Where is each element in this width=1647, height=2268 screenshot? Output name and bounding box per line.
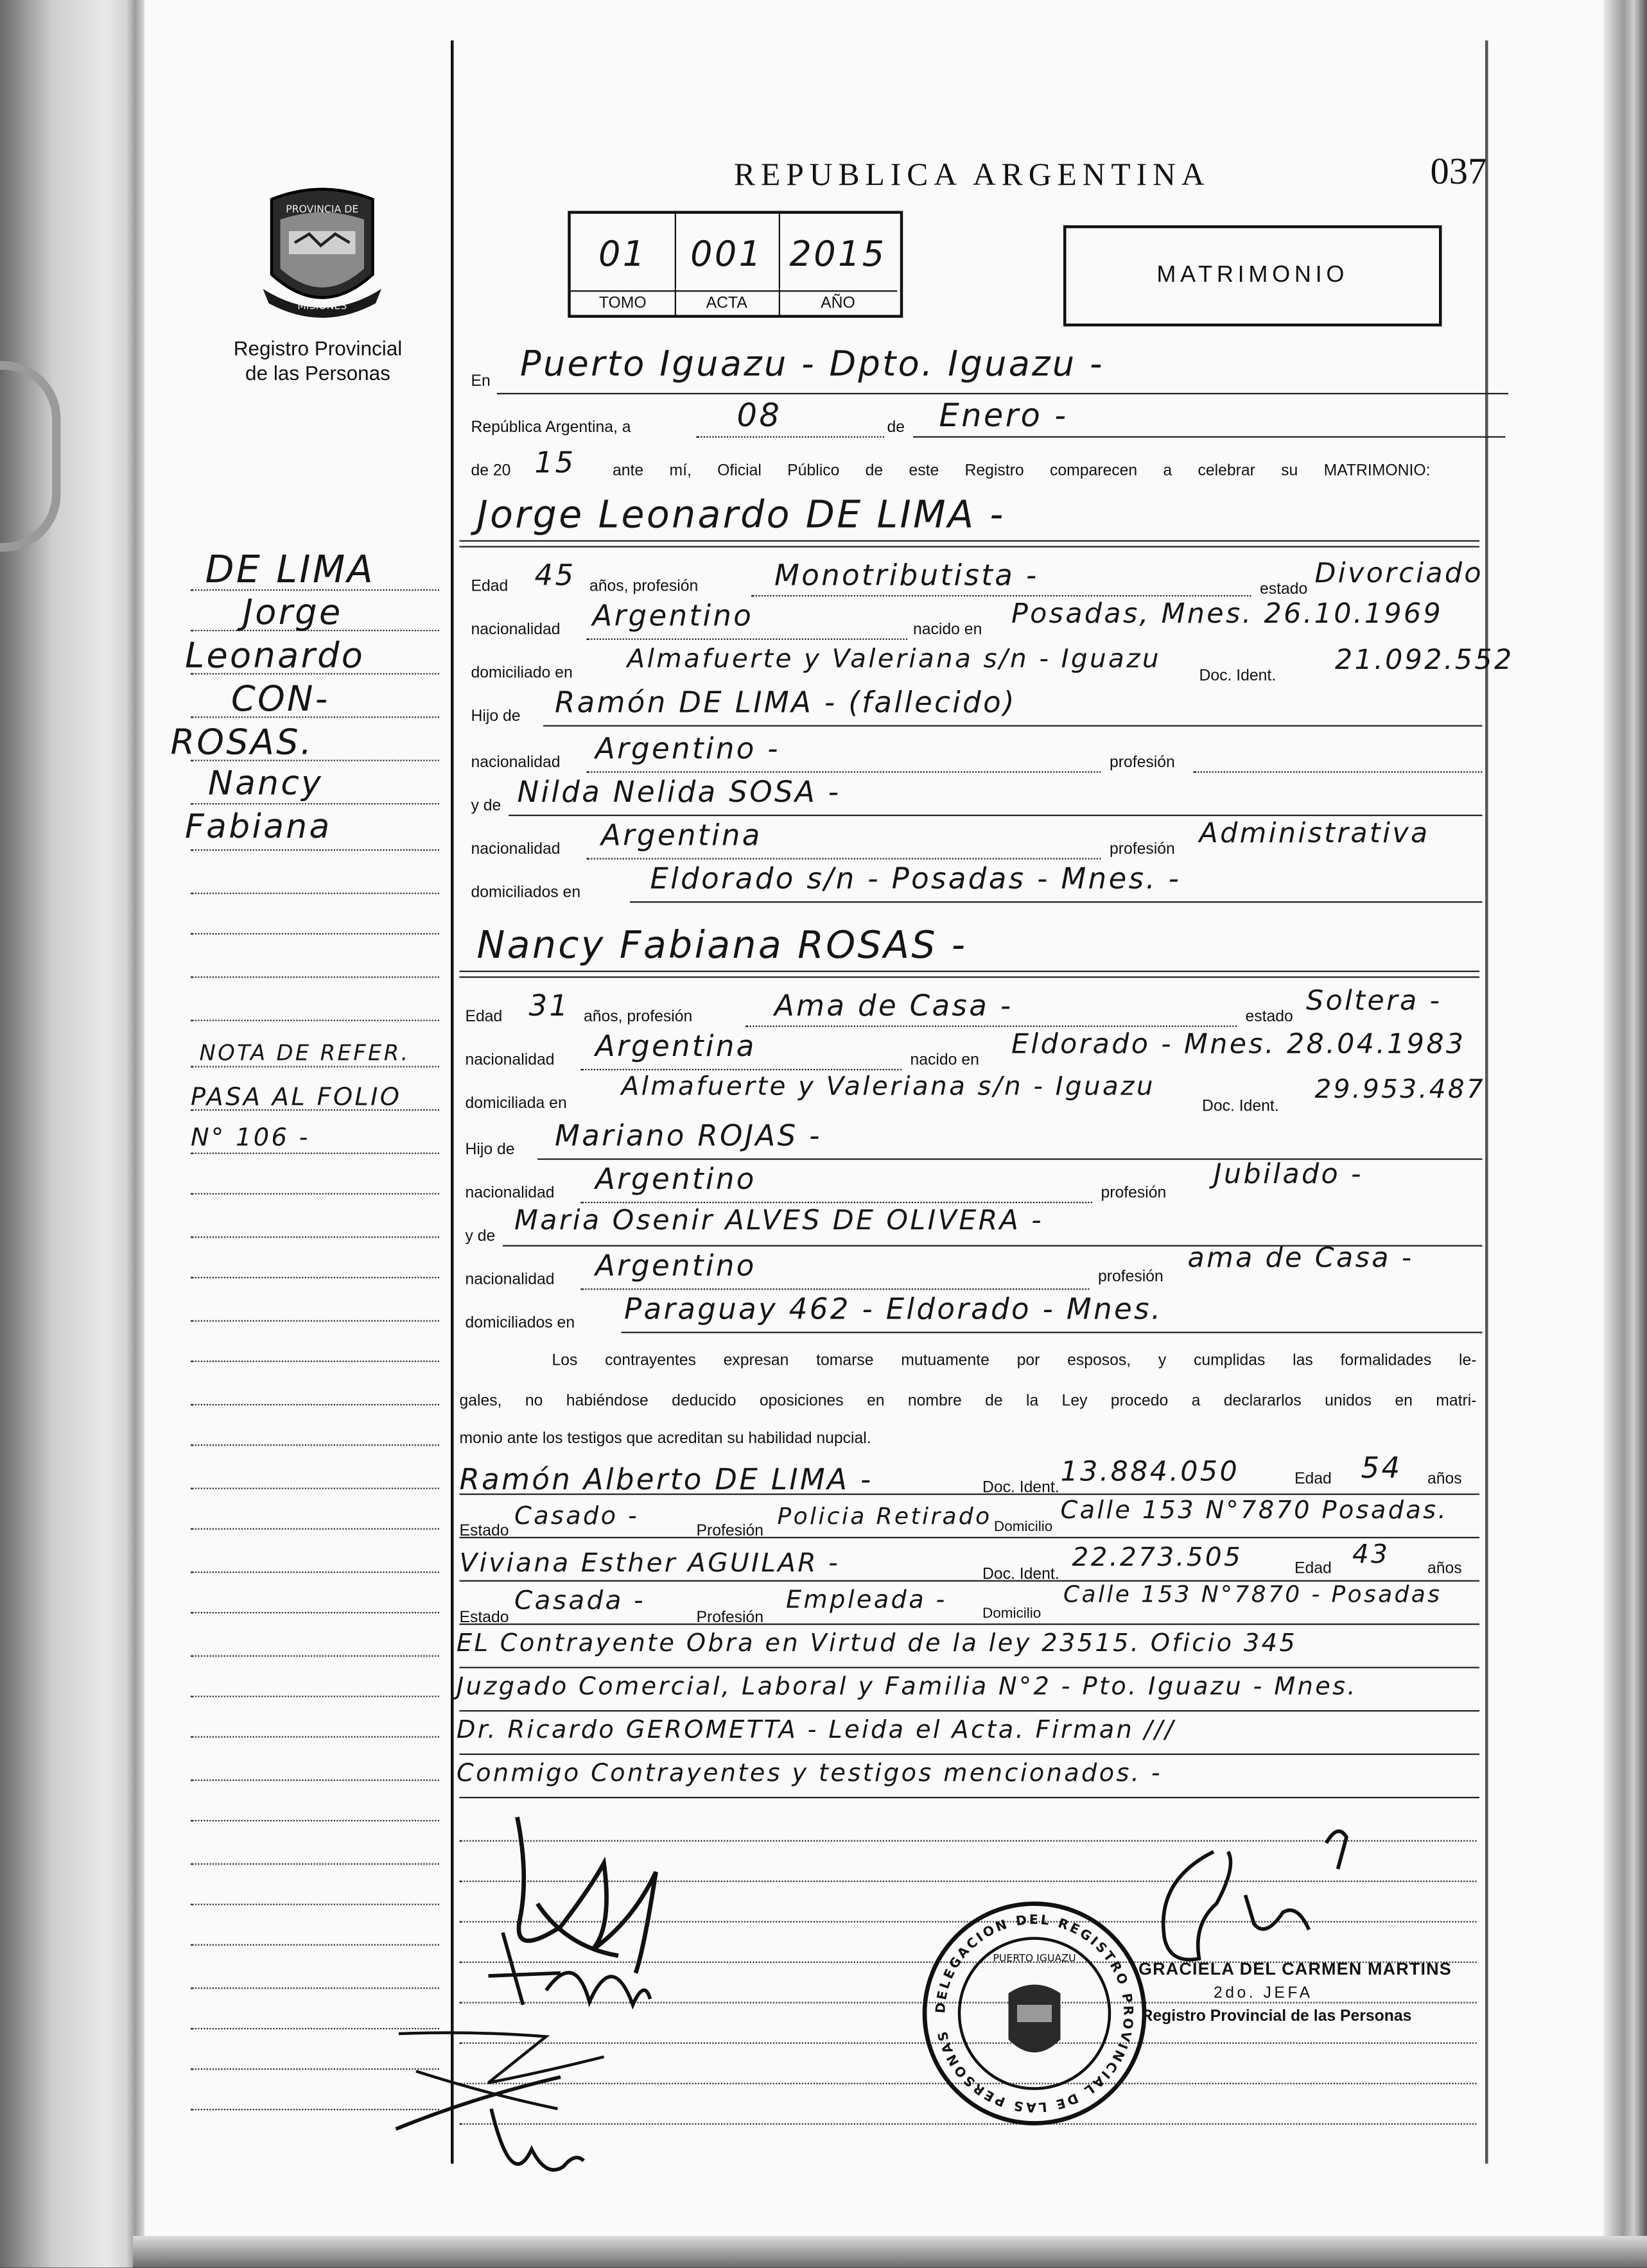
- note-line-3: Dr. Ricardo GEROMETTA - Leida el Acta. Firman ///: [457, 1716, 1176, 1745]
- c1-doc: 21.092.552: [1335, 645, 1514, 677]
- domicilio-label: domiciliada en: [466, 1095, 567, 1112]
- madre-nac-label: nacionalidad: [466, 1271, 555, 1288]
- t1-name: Ramón Alberto DE LIMA -: [460, 1462, 873, 1496]
- t1-estado: Casado -: [514, 1502, 639, 1531]
- anos-label: años: [1427, 1560, 1462, 1577]
- prof-label: Profesión: [697, 1609, 764, 1627]
- coat-of-arms-icon: [257, 188, 388, 321]
- republica-label: República Argentina, a: [471, 419, 631, 437]
- c2-padre: Mariano ROJAS -: [555, 1118, 822, 1153]
- dom-label: Domicilio: [982, 1606, 1041, 1622]
- c1-madre: Nilda Nelida SOSA -: [518, 774, 841, 809]
- rule: [191, 1571, 439, 1573]
- rule: [191, 1236, 439, 1238]
- rule: [191, 1153, 439, 1154]
- year-prefix: de 20: [471, 462, 511, 480]
- c1-madre-prof: Administrativa: [1199, 818, 1430, 850]
- note-line-4: Conmigo Contrayentes y testigos mencionados. -: [457, 1760, 1162, 1788]
- doc-label: Doc. Ident.: [982, 1479, 1059, 1496]
- hijo-label: Hijo de: [471, 708, 521, 725]
- svg-text:DELEGACION DEL REGISTRO PROVIN: DELEGACION DEL REGISTRO PROVINCIAL DE LAS PERSONAS: [932, 1912, 1136, 2115]
- estado-label: estado: [1260, 581, 1307, 598]
- rule: [191, 1404, 439, 1405]
- month-value: Enero -: [939, 399, 1068, 435]
- registry-line-2: de las Personas: [202, 361, 433, 386]
- nacido-label: nacido en: [911, 1052, 979, 1069]
- page-edge: [1604, 0, 1647, 2268]
- t1-edad: 54: [1361, 1450, 1402, 1485]
- rule: [191, 803, 439, 804]
- folio-number: 037: [1431, 150, 1487, 194]
- witness-signatures: [387, 1788, 705, 2222]
- official-name: GRACIELA DEL CARMEN MARTINS: [1138, 1959, 1452, 1979]
- rule: [191, 1488, 439, 1489]
- rule: [191, 1779, 439, 1781]
- yde-label: y de: [466, 1228, 496, 1245]
- rule: [543, 725, 1483, 727]
- doc-label: Doc. Ident.: [982, 1566, 1059, 1583]
- anio-value: 2015: [779, 234, 898, 275]
- t2-profesion: Empleada -: [786, 1586, 947, 1615]
- acta-value: 001: [675, 234, 779, 275]
- c2-madre-nac: Argentino: [595, 1248, 756, 1283]
- day-value: 08: [737, 399, 782, 435]
- nacido-label: nacido en: [913, 621, 982, 639]
- c1-nacido: Posadas, Mnes. 26.10.1969: [1011, 598, 1443, 630]
- rule: [913, 437, 1506, 438]
- anos-label: años, profesión: [584, 1008, 692, 1026]
- svg-text:PROVINCIA DE: PROVINCIA DE: [286, 203, 358, 215]
- c2-domiciliados: Paraguay 462 - Eldorado - Mnes.: [624, 1292, 1163, 1326]
- t2-domicilio: Calle 153 N°7870 - Posadas: [1063, 1580, 1442, 1608]
- contrayente1-name: Jorge Leonardo DE LIMA -: [477, 494, 1006, 538]
- c2-madre-prof: ama de Casa -: [1188, 1242, 1414, 1274]
- official-signature: [1127, 1808, 1416, 1968]
- country-title: REPUBLICA ARGENTINA: [734, 156, 1210, 194]
- madre-prof-label: profesión: [1110, 841, 1175, 858]
- c2-profesion: Ama de Casa -: [774, 988, 1013, 1023]
- en-label: En: [471, 373, 491, 390]
- domicilio-label: domiciliado en: [471, 664, 573, 682]
- c2-estado: Soltera -: [1306, 985, 1442, 1017]
- edad-label: Edad: [466, 1008, 503, 1026]
- rule: [191, 1193, 439, 1195]
- margin-given-2a: Nancy: [208, 766, 323, 804]
- legal-text-2: gales, no habiéndose deducido oposiciones en nombre de la Ley procedo a declararlos unidos en matri-: [460, 1392, 1477, 1410]
- double-rule: [460, 971, 1480, 978]
- ante-text: ante mí, Oficial Público de este Registro comparecen a celebrar su MATRIMONIO:: [613, 462, 1431, 480]
- madre-nac-label: nacionalidad: [471, 841, 561, 858]
- c1-madre-nac: Argentina: [601, 818, 762, 853]
- rule: [191, 1612, 439, 1613]
- margin-note-2: PASA AL FOLIO: [191, 1084, 401, 1112]
- legal-text-1: Los contrayentes expresan tomarse mutuamente por esposos, y cumplidas las formalidades le-: [460, 1352, 1477, 1369]
- margin-surname-2: ROSAS.: [171, 722, 314, 763]
- anos-label: años: [1427, 1471, 1462, 1488]
- rule: [622, 1332, 1483, 1333]
- rule: [191, 1444, 439, 1446]
- margin-con: CON-: [231, 679, 330, 720]
- rule: [191, 1020, 439, 1021]
- t2-name: Viviana Esther AGUILAR -: [460, 1548, 841, 1579]
- year-suffix: 15: [535, 445, 576, 480]
- tomo-cell: [571, 214, 676, 315]
- note-line-1: EL Contrayente Obra en Virtud de la ley 23515. Oficio 345: [457, 1629, 1297, 1658]
- note-line-2: Juzgado Comercial, Laboral y Familia N°2 - Pto. Iguazu - Mnes.: [457, 1673, 1357, 1702]
- rule: [587, 772, 1101, 773]
- t1-doc: 13.884.050: [1061, 1456, 1240, 1488]
- rule: [191, 1736, 439, 1738]
- rule: [191, 933, 439, 935]
- rule: [191, 1528, 439, 1530]
- t2-doc: 22.273.505: [1072, 1543, 1243, 1573]
- doc-label: Doc. Ident.: [1202, 1098, 1279, 1115]
- c1-domicilio: Almafuerte y Valeriana s/n - Iguazu: [627, 645, 1161, 675]
- hijo-label: Hijo de: [466, 1141, 515, 1159]
- edad-label: Edad: [1294, 1471, 1332, 1488]
- margin-given-2b: Fabiana: [185, 809, 332, 847]
- margin-given-1a: Jorge: [243, 593, 343, 633]
- rule: [751, 595, 1251, 596]
- page-bottom-edge: [133, 2236, 1647, 2268]
- de-label: de: [887, 419, 905, 437]
- margin-note-1: NOTA DE REFER.: [200, 1040, 410, 1066]
- rule: [509, 815, 1483, 816]
- dom-label: Domicilio: [994, 1519, 1052, 1536]
- c2-nacido: Eldorado - Mnes. 28.04.1983: [1011, 1028, 1465, 1060]
- rule: [581, 1288, 1090, 1290]
- c2-padre-prof: Jubilado -: [1214, 1159, 1363, 1191]
- acta-label: ACTA: [675, 290, 779, 315]
- svg-text:MISIONES: MISIONES: [297, 300, 347, 312]
- edad-label: Edad: [471, 578, 509, 595]
- padre-nac-label: nacionalidad: [471, 754, 561, 772]
- t1-profesion: Policia Retirado: [778, 1502, 992, 1530]
- padre-nac-label: nacionalidad: [466, 1184, 555, 1202]
- padre-prof-label: profesión: [1101, 1184, 1167, 1202]
- official-office: Registro Provincial de las Personas: [1142, 2008, 1412, 2025]
- c2-domicilio: Almafuerte y Valeriana s/n - Iguazu: [622, 1072, 1155, 1102]
- domiciliados-label: domiciliados en: [466, 1315, 575, 1332]
- prof-label: Profesión: [697, 1523, 764, 1540]
- rule: [460, 1754, 1480, 1755]
- c1-padre: Ramón DE LIMA - (fallecido): [555, 685, 1016, 720]
- place-value: Puerto Iguazu - Dpto. Iguazu -: [520, 344, 1104, 385]
- official-title: 2do. JEFA: [1214, 1985, 1313, 2002]
- c1-estado: Divorciado: [1315, 558, 1483, 590]
- nacionalidad-label: nacionalidad: [466, 1052, 555, 1069]
- rule: [587, 639, 908, 640]
- estado-label: estado: [1246, 1008, 1293, 1026]
- registry-name: [202, 336, 433, 386]
- padre-prof-label: profesión: [1110, 754, 1175, 772]
- c2-madre: Maria Osenir ALVES DE OLIVERA -: [514, 1205, 1043, 1237]
- edad-label: Edad: [1294, 1560, 1332, 1577]
- t1-domicilio: Calle 153 N°7870 Posadas.: [1061, 1496, 1449, 1525]
- c1-nacionalidad: Argentino: [593, 598, 754, 633]
- rule: [745, 1026, 1237, 1027]
- margin-given-1b: Leonardo: [185, 636, 365, 676]
- doc-label: Doc. Ident.: [1199, 668, 1277, 685]
- registry-line-1: Registro Provincial: [202, 336, 433, 361]
- c1-domiciliados: Eldorado s/n - Posadas - Mnes. -: [650, 861, 1181, 896]
- rule: [191, 1696, 439, 1697]
- estado-label: Estado: [460, 1523, 509, 1540]
- rule: [460, 1537, 1480, 1538]
- rule: [460, 1623, 1480, 1625]
- acta-cell: [675, 214, 780, 315]
- c1-edad: 45: [535, 558, 576, 593]
- official-stamp: [919, 1898, 1150, 2129]
- c2-nacionalidad: Argentina: [595, 1028, 756, 1063]
- t2-edad: 43: [1352, 1540, 1390, 1570]
- anos-label: años, profesión: [589, 578, 698, 595]
- acta-reference-box: [568, 211, 903, 318]
- rule: [587, 858, 1101, 860]
- rule: [460, 1710, 1480, 1711]
- legal-text-3: monio ante los testigos que acreditan su habilidad nupcial.: [460, 1430, 871, 1448]
- yde-label: y de: [471, 797, 501, 815]
- tomo-label: TOMO: [571, 290, 675, 315]
- margin-note-3: N° 106 -: [191, 1124, 310, 1153]
- rule: [191, 1277, 439, 1278]
- rule: [460, 1667, 1480, 1668]
- c1-profesion: Monotributista -: [774, 558, 1039, 593]
- rule: [191, 1320, 439, 1322]
- c1-padre-nac: Argentino -: [595, 731, 780, 766]
- domiciliados-label: domiciliados en: [471, 884, 581, 901]
- c2-edad: 31: [529, 988, 570, 1023]
- svg-text:PUERTO IGUAZU: PUERTO IGUAZU: [993, 1952, 1076, 1964]
- act-type-box: MATRIMONIO: [1063, 225, 1442, 327]
- facing-page: [0, 0, 133, 2268]
- estado-label: Estado: [460, 1609, 509, 1627]
- nacionalidad-label: nacionalidad: [471, 621, 561, 639]
- anio-cell: [779, 214, 898, 315]
- rule: [630, 901, 1483, 903]
- rule: [191, 976, 439, 978]
- double-rule: [460, 541, 1480, 548]
- rule: [191, 1361, 439, 1362]
- rule: [191, 893, 439, 894]
- rule: [697, 437, 885, 438]
- rule: [497, 393, 1508, 394]
- facing-page-mark: [0, 361, 61, 552]
- rule: [581, 1202, 1093, 1203]
- t2-estado: Casada -: [514, 1586, 645, 1616]
- rule: [191, 1656, 439, 1657]
- rule: [191, 849, 439, 851]
- rule: [581, 1069, 902, 1070]
- rule: [191, 1066, 439, 1068]
- madre-prof-label: profesión: [1098, 1268, 1163, 1286]
- contrayente2-name: Nancy Fabiana ROSAS -: [477, 924, 968, 968]
- c2-doc: 29.953.487: [1315, 1075, 1486, 1105]
- c2-padre-nac: Argentino: [595, 1161, 756, 1196]
- right-border: [1485, 40, 1487, 2164]
- anio-label: AÑO: [779, 290, 898, 315]
- rule: [1194, 772, 1483, 773]
- margin-surname-1: DE LIMA: [205, 549, 376, 593]
- tomo-value: 01: [571, 234, 675, 275]
